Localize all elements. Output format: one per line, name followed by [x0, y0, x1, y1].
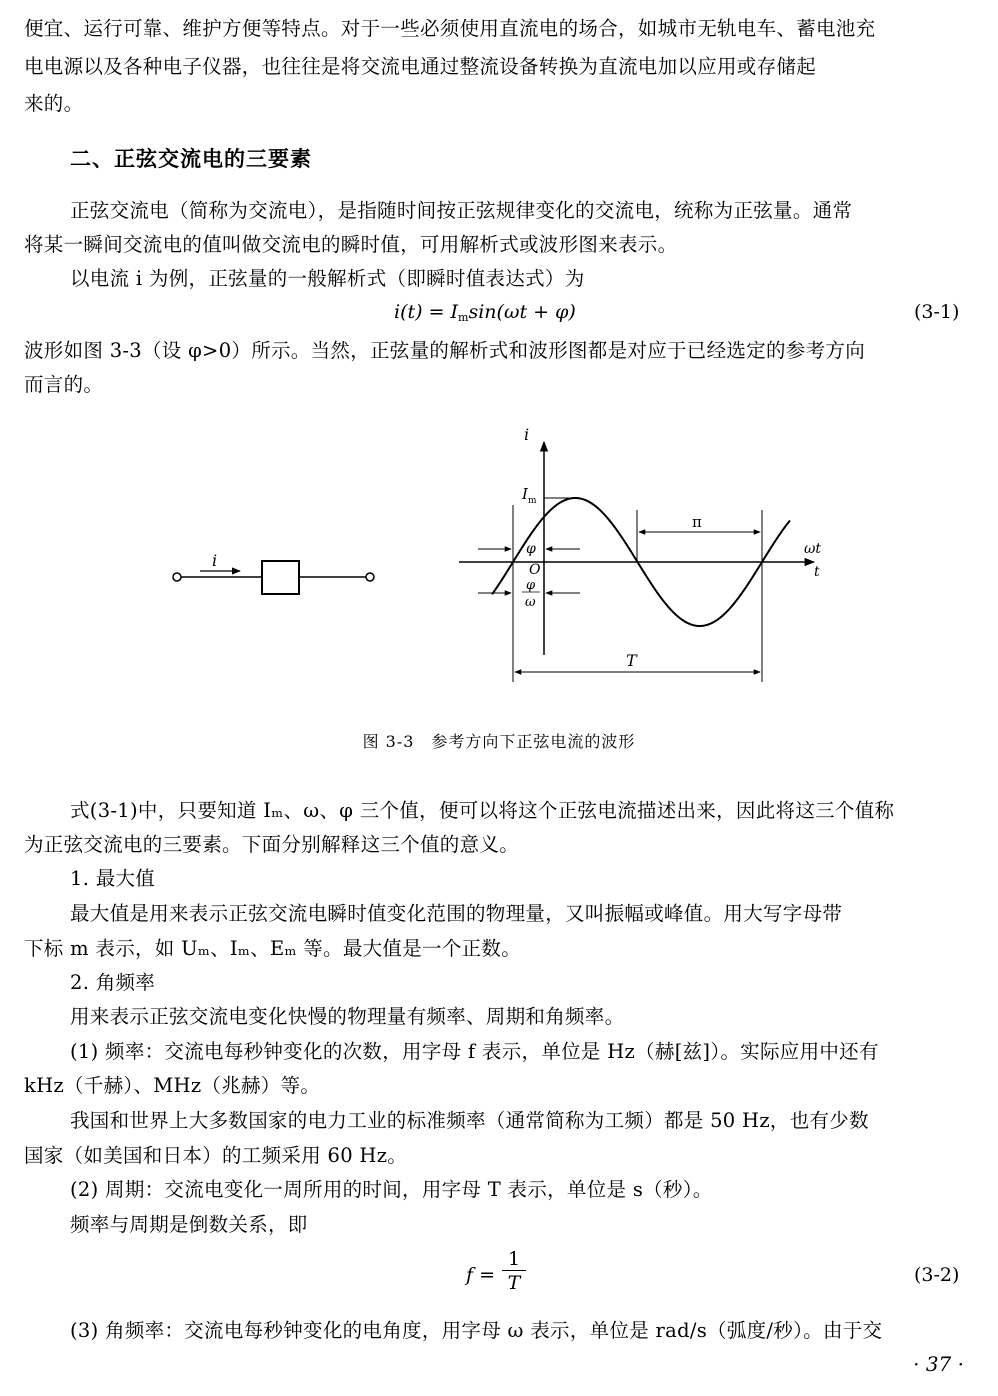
omega-t-label: ωt [804, 541, 822, 557]
eq1-lhs: i(t) = I [394, 301, 459, 323]
item1-title: 1. 最大值 [70, 867, 156, 890]
figure-caption: 图 3-3 参考方向下正弦电流的波形 [362, 732, 636, 751]
eq2-numerator: 1 [507, 1248, 521, 1270]
waveform-plot [459, 425, 821, 682]
para8-line-2: 国家（如美国和日本）的工频采用 60 Hz。 [24, 1144, 408, 1167]
para7-line-1: (1) 频率：交流电每秒钟变化的次数，用字母 f 表示，单位是 Hz（赫[兹]）。实际应用中还有 [70, 1040, 879, 1063]
intro-line-1: 便宜、运行可靠、维护方便等特点。对于一些必须使用直流电的场合，如城市无轨电车、蓄电池充 [24, 17, 876, 40]
element-box [262, 561, 299, 594]
left-terminal [173, 573, 181, 581]
para11-line: (3) 角频率：交流电每秒钟变化的电角度，用字母 ω 表示，单位是 rad/s（弧度/秒）。由于交 [70, 1319, 883, 1342]
axis-i-label: i [524, 425, 530, 444]
para1-line-2: 将某一瞬间交流电的值叫做交流电的瞬时值，可用解析式或波形图来表示。 [24, 233, 678, 256]
origin-label: O [529, 562, 541, 578]
pi-label: π [692, 513, 702, 531]
intro-line-2: 电电源以及各种电子仪器，也往往是将交流电通过整流设备转换为直流电加以应用或存储起 [24, 55, 817, 78]
intro-line-3: 来的。 [24, 92, 84, 115]
equation-3-2-fraction [502, 1248, 526, 1295]
t-label: t [814, 564, 820, 580]
item2-title: 2. 角频率 [70, 971, 156, 994]
para10-line: 频率与周期是倒数关系，即 [70, 1213, 308, 1236]
para3-line-1: 波形如图 3-3（设 φ>0）所示。当然，正弦量的解析式和波形图都是对应于已经选定的参考方向 [24, 339, 865, 362]
para3-line-2: 而言的。 [24, 373, 104, 396]
amplitude-label: $I_m$ [522, 485, 537, 506]
phi-over-omega-denominator: ω [525, 595, 536, 610]
para4-line-1: 式(3-1)中，只要知道 Iₘ、ω、φ 三个值，便可以将这个正弦电流描述出来，因此将这三个值称 [70, 799, 895, 822]
equation-3-2-lhs: f = [466, 1264, 495, 1286]
eq2-number: (3-2) [914, 1264, 960, 1286]
period-label: T [626, 651, 637, 670]
para6-line: 用来表示正弦交流电变化快慢的物理量有频率、周期和角频率。 [70, 1005, 625, 1028]
para4-line-2: 为正弦交流电的三要素。下面分别解释这三个值的意义。 [24, 833, 520, 856]
eq1-number: (3-1) [914, 301, 960, 323]
circuit-branch [173, 551, 374, 594]
para2-line: 以电流 i 为例，正弦量的一般解析式（即瞬时值表达式）为 [70, 267, 585, 290]
section-heading: 二、正弦交流电的三要素 [70, 147, 312, 171]
eq2-denominator: T [507, 1272, 521, 1294]
para8-line-1: 我国和世界上大多数国家的电力工业的标准频率（通常简称为工频）都是 50 Hz，也有少数 [70, 1109, 869, 1132]
para1-line-1: 正弦交流电（简称为交流电），是指随时间按正弦规律变化的交流电，统称为正弦量。通常 [70, 199, 853, 222]
branch-current-label: i [212, 551, 218, 570]
right-terminal [366, 573, 374, 581]
eq1-rhs: sin(ωt + φ) [468, 301, 576, 323]
phi-over-omega-numerator: φ [526, 578, 536, 593]
para7-line-2: kHz（千赫）、MHz（兆赫）等。 [24, 1074, 321, 1097]
phi-label: φ [526, 541, 536, 557]
page-number: · 37 · [913, 1352, 964, 1376]
para5-line-1: 最大值是用来表示正弦交流电瞬时值变化范围的物理量，又叫振幅或峰值。用大写字母带 [70, 902, 843, 925]
para5-line-2: 下标 m 表示，如 Uₘ、Iₘ、Eₘ 等。最大值是一个正数。 [24, 937, 522, 960]
eq1-sub: m [458, 311, 469, 324]
para9-line: (2) 周期：交流电变化一周所用的时间，用字母 T 表示，单位是 s（秒）。 [70, 1178, 713, 1201]
